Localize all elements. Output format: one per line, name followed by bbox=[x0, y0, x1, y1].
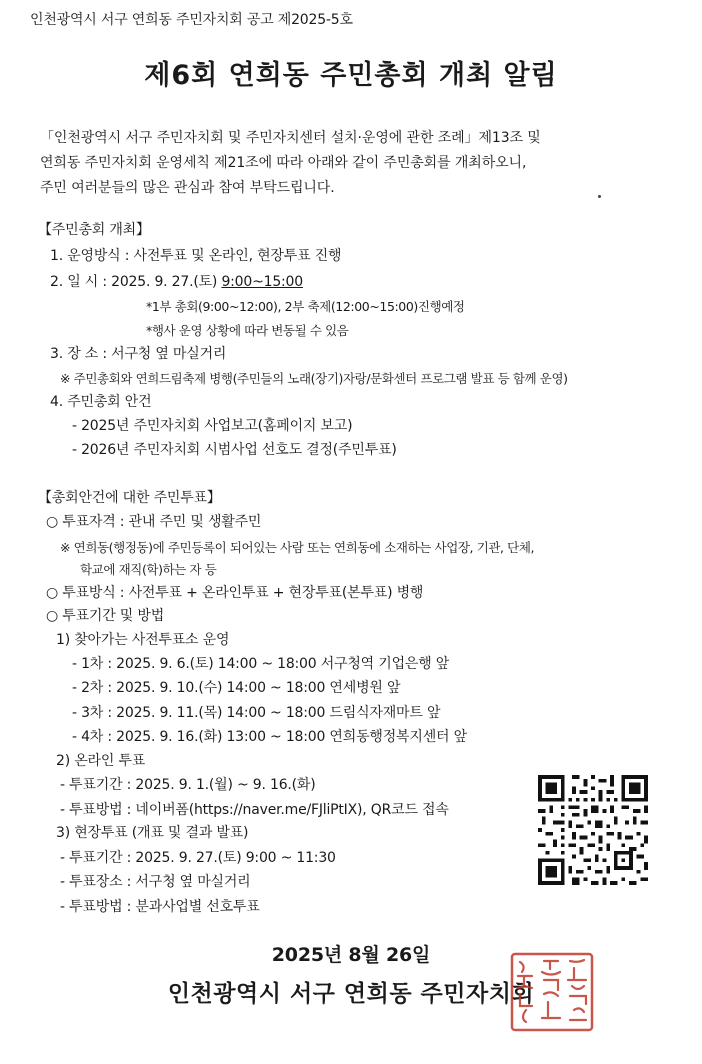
change-note: *행사 운영 상황에 따라 변동될 수 있음 bbox=[146, 323, 349, 338]
datetime bbox=[50, 272, 303, 292]
section-heading: 【주민총회 개최】 bbox=[38, 222, 150, 238]
notice-number: 인천광역시 서구 연희동 주민자치회 공고 제2025-5호 bbox=[30, 12, 353, 28]
online-voting-title: 2) 온라인 투표 bbox=[56, 753, 146, 769]
onsite-voting-item: - 투표방법 : 분과사업별 선호투표 bbox=[60, 899, 260, 915]
intro-line: 연희동 주민자치회 운영세칙 제21조에 따라 아래와 같이 주민총회를 개최하오니, bbox=[40, 155, 527, 171]
advance-voting-title: 1) 찾아가는 사전투표소 운영 bbox=[56, 632, 230, 648]
qr-code-icon[interactable] bbox=[538, 775, 648, 885]
official-seal-icon bbox=[510, 952, 594, 1032]
onsite-voting-item: - 투표장소 : 서구청 옆 마실거리 bbox=[60, 874, 251, 890]
schedule-note: *1부 총회(9:00~12:00), 2부 축제(12:00~15:00)진행예정 bbox=[146, 299, 465, 314]
voting-period-title: ○ 투표기간 및 방법 bbox=[46, 608, 165, 624]
online-voting-item: - 투표기간 : 2025. 9. 1.(월) ~ 9. 16.(화) bbox=[60, 777, 316, 793]
advance-voting-item: - 4차 : 2025. 9. 16.(화) 13:00 ~ 18:00 연희동행정복지센터 앞 bbox=[72, 729, 467, 745]
datetime-time: 9:00~15:00 bbox=[221, 274, 303, 290]
notice-date: 2025년 8월 26일 bbox=[271, 944, 431, 966]
place: 3. 장 소 : 서구청 옆 마실거리 bbox=[50, 346, 227, 362]
issuing-organization: 인천광역시 서구 연희동 주민자치회 bbox=[167, 981, 535, 1007]
eligibility-note: 학교에 재직(학)하는 자 등 bbox=[80, 562, 217, 577]
eligibility-note: ※ 연희동(행정동)에 주민등록이 되어있는 사람 또는 연희동에 소재하는 사업장, 기관, 단체, bbox=[60, 540, 535, 555]
advance-voting-item: - 3차 : 2025. 9. 11.(목) 14:00 ~ 18:00 드림식자재마트 앞 bbox=[72, 705, 441, 721]
agenda-item: - 2025년 주민자치회 사업보고(홈페이지 보고) bbox=[72, 418, 353, 434]
datetime-label: 2. 일 시 : 2025. 9. 27.(토) bbox=[50, 274, 222, 290]
onsite-voting-title: 3) 현장투표 (개표 및 결과 발표) bbox=[56, 825, 249, 841]
operation-method: 1. 운영방식 : 사전투표 및 온라인, 현장투표 진행 bbox=[50, 248, 342, 264]
advance-voting-item: - 1차 : 2025. 9. 6.(토) 14:00 ~ 18:00 서구청역 기업은행 앞 bbox=[72, 656, 450, 672]
agenda-item: - 2026년 주민자치회 시범사업 선호도 결정(주민투표) bbox=[72, 442, 397, 458]
eligibility: ○ 투표자격 : 관내 주민 및 생활주민 bbox=[46, 514, 262, 530]
page-title: 제6회 연희동 주민총회 개최 알림 bbox=[144, 60, 558, 91]
online-voting-item: - 투표방법 : 네이버폼(https://naver.me/FJliPtIX), QR코드 접속 bbox=[60, 802, 449, 818]
intro-line: 주민 여러분들의 많은 관심과 참여 부탁드립니다. bbox=[40, 180, 335, 196]
intro-line: 「인천광역시 서구 주민자치회 및 주민자치센터 설치·운영에 관한 조례」제13조 및 bbox=[40, 130, 541, 146]
voting-method: ○ 투표방식 : 사전투표 + 온라인투표 + 현장투표(본투표) 병행 bbox=[46, 585, 424, 601]
section-heading: 【총회안건에 대한 주민투표】 bbox=[38, 490, 221, 506]
agenda-title: 4. 주민총회 안건 bbox=[50, 394, 152, 410]
onsite-voting-item: - 투표기간 : 2025. 9. 27.(토) 9:00 ~ 11:30 bbox=[60, 850, 336, 866]
festival-note: ※ 주민총회와 연희드림축제 병행(주민들의 노래(장기)자랑/문화센터 프로그램 발표 등 함께 운영) bbox=[60, 371, 568, 386]
stray-mark bbox=[598, 195, 601, 198]
advance-voting-item: - 2차 : 2025. 9. 10.(수) 14:00 ~ 18:00 연세병원 앞 bbox=[72, 680, 401, 696]
